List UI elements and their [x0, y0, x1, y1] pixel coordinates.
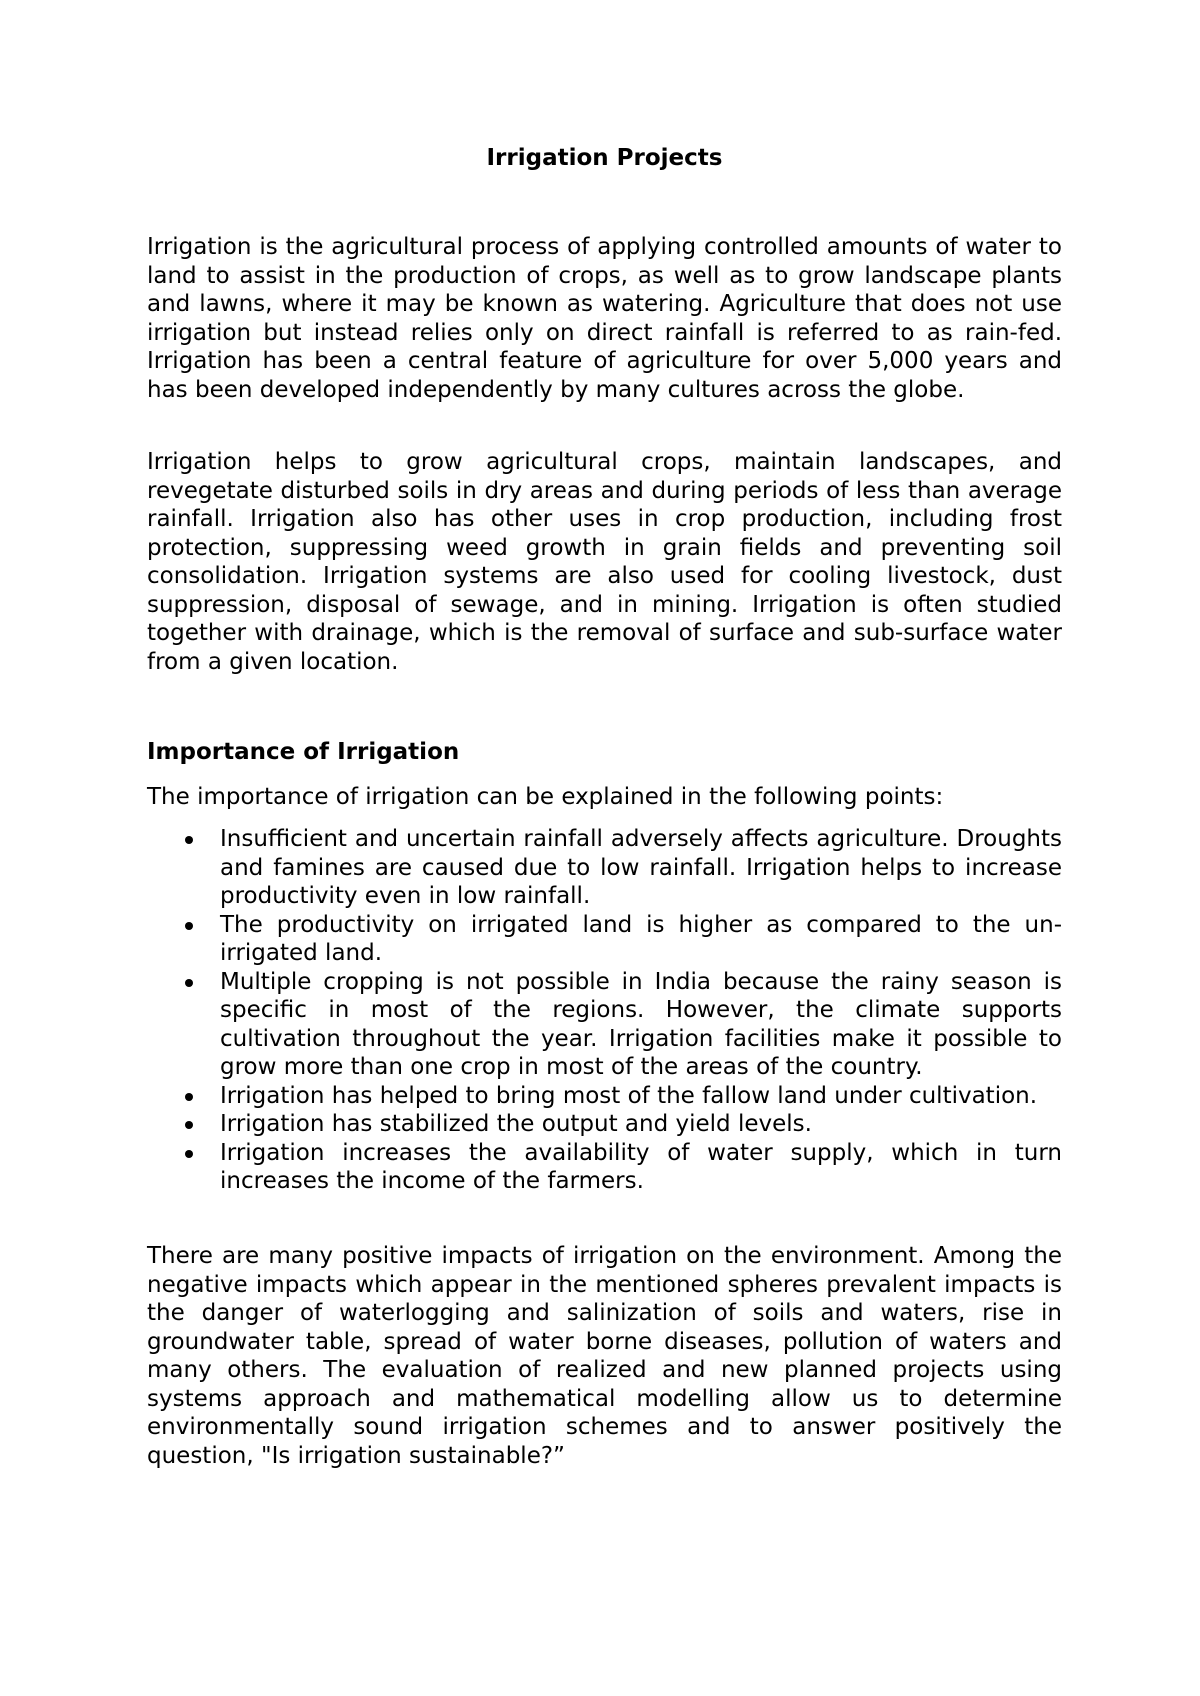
list-item [147, 1110, 1062, 1139]
list-item [147, 1139, 1062, 1196]
bullet-icon [185, 922, 193, 930]
bullet-icon [185, 836, 193, 844]
list-item-text: Irrigation has helped to bring most of the fallow land under cultivation. [220, 1082, 1038, 1109]
bullet-icon [185, 1150, 193, 1158]
page-title: Irrigation Projects [486, 145, 723, 171]
document-page [147, 0, 1062, 1696]
list-item-text: Multiple cropping is not possible in India because the rainy season is specific in most of the regions. However, the climate supports cultivation throughout the year. Irrigation facilities make it possible to grow more than one crop in most of the areas of the country. [220, 968, 1062, 1080]
section-intro: The importance of irrigation can be explained in the following points: [147, 784, 944, 810]
list-item-text: Irrigation increases the availability of water supply, which in turn increases the income of the farmers. [220, 1139, 1062, 1194]
bullet-icon [185, 979, 193, 987]
list-item-text: The productivity on irrigated land is higher as compared to the un-irrigated land. [220, 911, 1062, 966]
list-item-text: Insufficient and uncertain rainfall adversely affects agriculture. Droughts and famines are caused due to low rainfall. Irrigation helps to increase productivity even in low rainfall. [220, 826, 1062, 909]
bullet-icon [185, 1093, 193, 1101]
bullet-icon [185, 1121, 193, 1129]
list-item [147, 911, 1062, 968]
list-item [147, 968, 1062, 1082]
paragraph-definition: Irrigation is the agricultural process of applying controlled amounts of water to land to assist in the production of crops, as well as to grow landscape plants and lawns, where it may be known as watering. Agriculture that does not use irrigation but instead relies only on direct rainfall is referred to as rain-fed. Irrigation has been a central feature of agriculture for over 5,000 years and has been developed independently by many cultures across the globe. [147, 234, 1062, 403]
list-item [147, 1082, 1062, 1111]
section-heading: Importance of Irrigation [147, 739, 460, 765]
paragraph-uses: Irrigation helps to grow agricultural crops, maintain landscapes, and revegetate disturbed soils in dry areas and during periods of less than average rainfall. Irrigation also has other uses in crop production, including frost protection, suppressing weed growth in grain fields and preventing soil consolidation. Irrigation systems are also used for cooling livestock, dust suppression, disposal of sewage, and in mining. Irrigation is often studied together with drainage, which is the removal of surface and sub-surface water from a given location. [147, 449, 1062, 675]
list-item-text: Irrigation has stabilized the output and yield levels. [220, 1111, 812, 1137]
list-item [147, 825, 1062, 911]
paragraph-conclusion: There are many positive impacts of irrigation on the environment. Among the negative impacts which appear in the mentioned spheres prevalent impacts is the danger of waterlogging and salinization of soils and waters, rise in groundwater table, spread of water borne diseases, pollution of waters and many others. The evaluation of realized and new planned projects using systems approach and mathematical modelling allow us to determine environmentally sound irrigation schemes and to answer positively the question, "Is irrigation sustainable?” [147, 1243, 1062, 1469]
importance-list [147, 825, 1062, 1196]
